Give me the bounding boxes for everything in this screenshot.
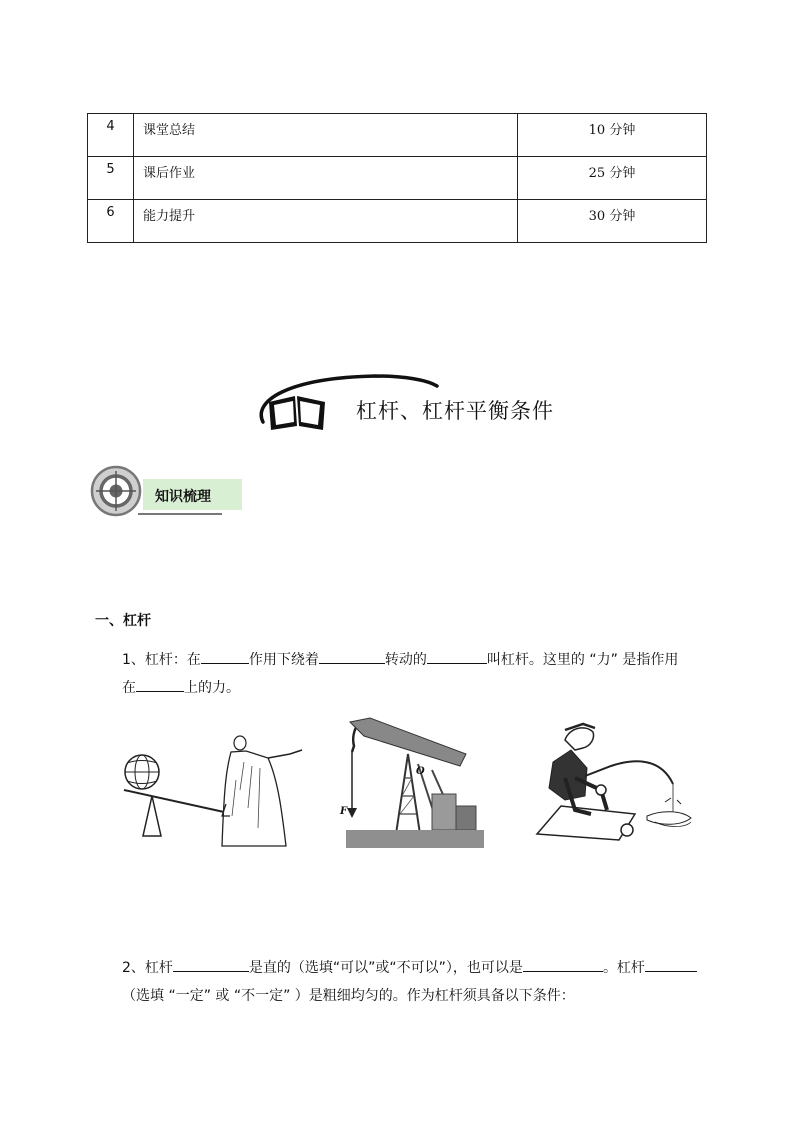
question-1-line-2 (122, 674, 240, 702)
fill-blank[interactable] (136, 676, 184, 692)
table-row (88, 200, 707, 243)
schedule-table (87, 113, 707, 243)
tag-label: 知识梳理 (155, 489, 211, 505)
q1-text: 转动的 (384, 652, 427, 668)
chapter-title: 杠杆、杠杆平衡条件 (356, 399, 554, 423)
question-1-line-1 (122, 646, 678, 674)
force-label-f: F (340, 806, 348, 817)
q1-text: 1、杠杆：在 (122, 652, 201, 668)
fisherman-figure (535, 718, 693, 848)
row-activity: 课后作业 (134, 157, 518, 200)
archimedes-lever-figure (118, 730, 310, 852)
row-activity: 能力提升 (134, 200, 518, 243)
row-number: 6 (88, 200, 134, 243)
fill-blank[interactable] (173, 956, 249, 972)
q2-text: （选填 “一定” 或 “不一定” ）是粗细均匀的。作为杠杆须具备以下条件： (122, 988, 575, 1004)
section-heading: 一、杠杆 (95, 613, 151, 629)
row-activity: 课堂总结 (134, 114, 518, 157)
table-row (88, 157, 707, 200)
fill-blank[interactable] (645, 956, 697, 972)
pivot-label-o: O (416, 766, 425, 777)
q2-text: 。杠杆 (602, 960, 645, 976)
table-row (88, 114, 707, 157)
q1-text: 叫杠杆。这里的 “力” 是指作用 (486, 652, 679, 668)
fill-blank[interactable] (427, 648, 487, 664)
q1-text: 上的力。 (184, 680, 240, 696)
q1-text: 在 (122, 680, 136, 696)
row-duration: 30 分钟 (518, 200, 707, 243)
q1-text: 作用下绕着 (248, 652, 319, 668)
row-duration: 25 分钟 (518, 157, 707, 200)
row-duration: 10 分钟 (518, 114, 707, 157)
fill-blank[interactable] (201, 648, 249, 664)
fill-blank[interactable] (523, 956, 603, 972)
question-2-line-1 (122, 954, 697, 982)
row-number: 5 (88, 157, 134, 200)
q2-text: 2、杠杆 (122, 960, 173, 976)
row-number: 4 (88, 114, 134, 157)
pump-jack-figure (336, 714, 488, 854)
q2-text: 是直的（选填“可以”或“不可以”），也可以是 (248, 960, 523, 976)
question-2-line-2 (122, 982, 575, 1010)
fill-blank[interactable] (319, 648, 385, 664)
